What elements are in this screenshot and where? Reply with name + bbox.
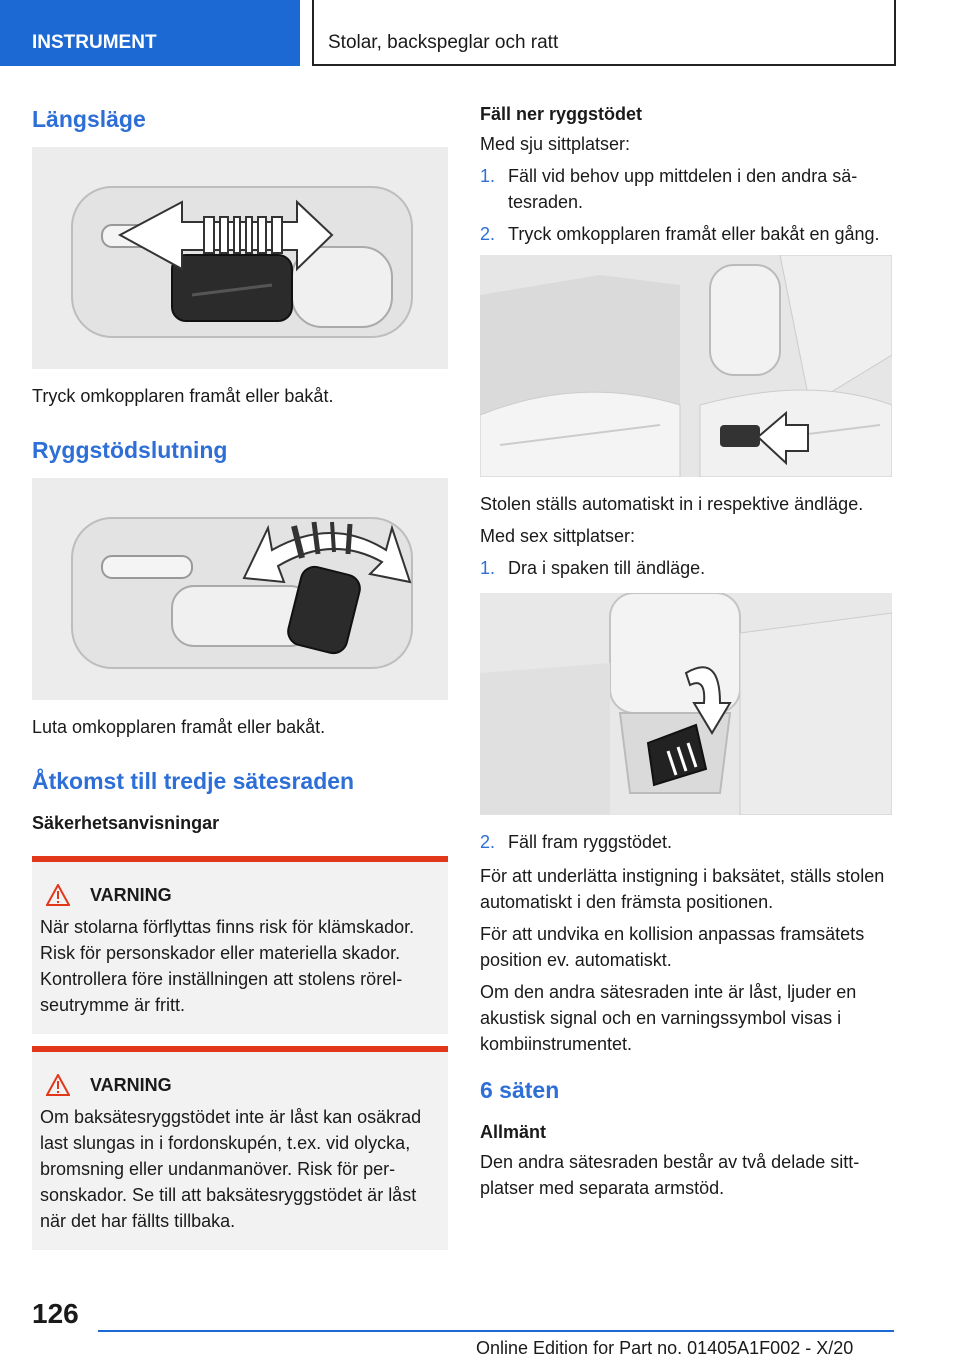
warning-triangle-icon (46, 1074, 70, 1096)
footer-divider (98, 1330, 894, 1332)
text-entry: För att underlätta instigning i baksätet, ställs stolen automatiskt i den främsta positionen. (480, 866, 885, 912)
heading-atkomst: Åtkomst till tredje sätesraden (32, 768, 355, 794)
section-tab: INSTRUMENT (0, 0, 300, 66)
seat-switch-backrest-illustration (32, 478, 448, 700)
warning-triangle-icon (46, 884, 70, 906)
warning-text: Om baksätesryggstödet inte är låst kan osäkrad last slungas in i fordonskupén, t.ex. vid olycka, bromsning eller undanmanöver. Risk för personskador. Se till att baksätesryggstödet är låst när det har fällts tillbaka. (40, 1107, 422, 1231)
list-item: 1. Fäll vid behov upp mittdelen i den andra sätesraden. (480, 166, 858, 212)
text-six-seats: Med sex sittplatser: (480, 526, 636, 546)
text-signal: Om den andra sätesraden inte är låst, ljuder en akustisk signal och en varningssymbol visas i kombiinstrumentet. (480, 982, 857, 1054)
heading-sakerhet: Säkerhetsanvisningar (32, 813, 220, 833)
warning-box-2 (32, 1046, 448, 1250)
rear-lever-illustration (480, 593, 892, 815)
warning-title: VARNING (90, 1074, 172, 1095)
footer-edition: Online Edition for Part no. 01405A1F002 - X/20 (476, 1338, 854, 1358)
warning-text: När stolarna förflyttas finns risk för klämskador. Risk för personskador eller materiella skador. Kontrollera före inställningen att stolens rörelseutrymme är fritt. (40, 917, 415, 1015)
heading-fall-ner: Fäll ner ryggstödet (480, 104, 643, 124)
heading-allmant: Allmänt (480, 1122, 547, 1142)
text-seven-seats: Med sju sittplatser: (480, 134, 631, 154)
warning-title: VARNING (90, 884, 172, 905)
steps-six-seats-a (480, 555, 892, 581)
text-second-row: Den andra sätesraden består av två delade sittplatser med separata armstöd. (480, 1152, 860, 1198)
rear-seat-switch-illustration (480, 255, 892, 477)
warning-box-1 (32, 856, 448, 1034)
list-item: 2. Fäll fram ryggstödet. (480, 832, 673, 852)
heading-6-saten: 6 säten (480, 1077, 560, 1103)
page-header (0, 0, 960, 66)
text-collision: För att undvika en kollision anpassas framsätets position ev. automatiskt. (480, 924, 865, 970)
heading-langslage: Längsläge (32, 106, 146, 132)
right-column (480, 100, 892, 1207)
seat-switch-fore-aft-illustration (32, 147, 448, 369)
left-column (32, 100, 448, 1262)
topic-tab: Stolar, backspeglar och ratt (312, 0, 896, 66)
steps-seven-seats (480, 163, 892, 247)
page-number: 126 (32, 1298, 79, 1329)
steps-six-seats-b (480, 829, 892, 855)
text-auto-position: Stolen ställs automatiskt in i respektive ändläge. (480, 494, 864, 514)
list-item: 1. Dra i spaken till ändläge. (480, 558, 706, 578)
heading-ryggstod: Ryggstödslutning (32, 437, 228, 463)
caption-backrest: Luta omkopplaren framåt eller bakåt. (32, 717, 326, 737)
caption-fore-aft: Tryck omkopplaren framåt eller bakåt. (32, 386, 334, 406)
list-item: 2. Tryck omkopplaren framåt eller bakåt en gång. (480, 224, 880, 244)
